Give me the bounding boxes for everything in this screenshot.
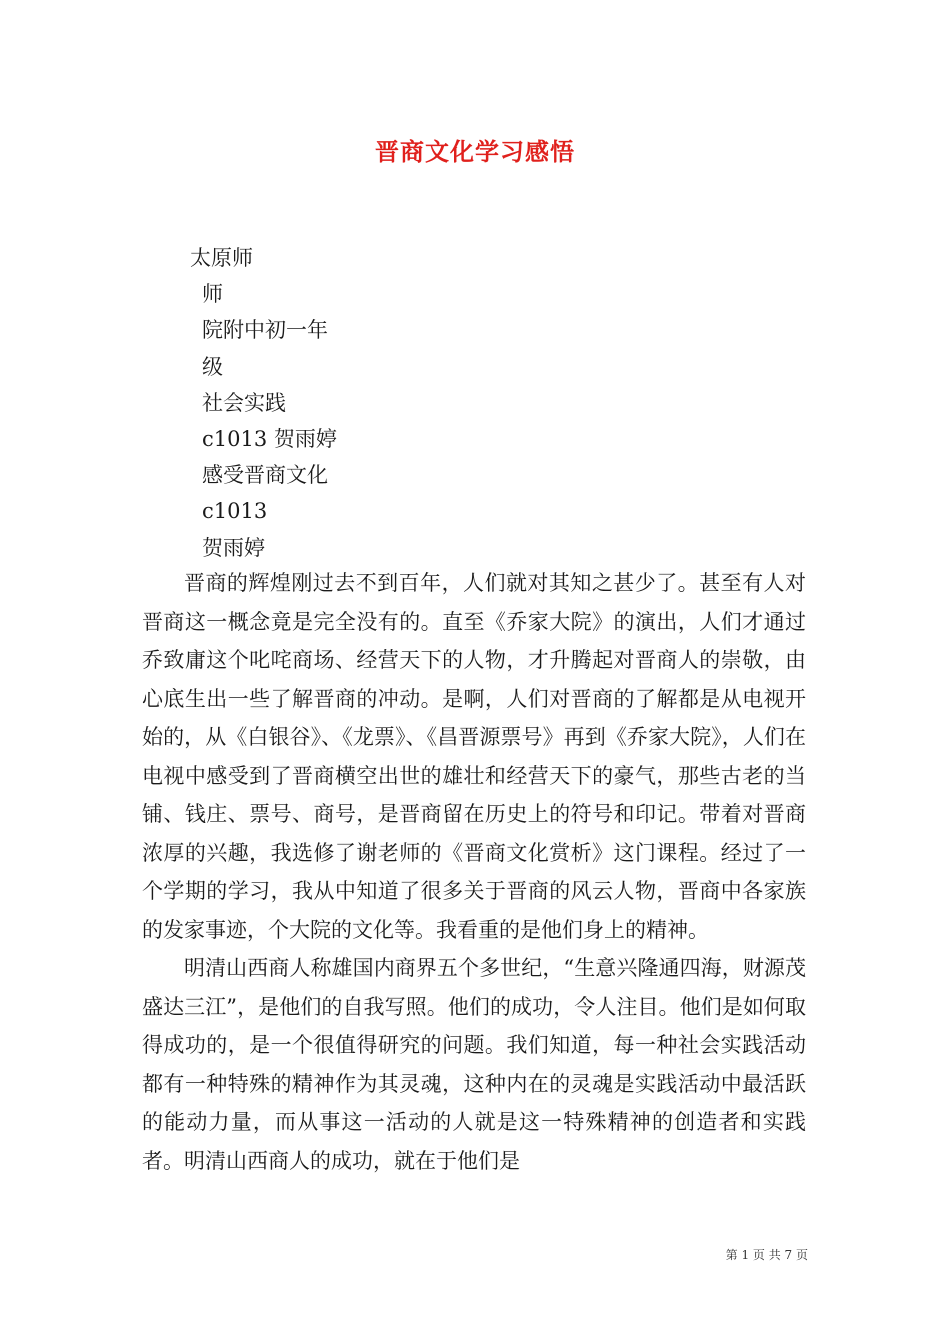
header-line: 师 bbox=[202, 282, 223, 307]
header-line: 贺雨婷 bbox=[202, 535, 265, 560]
header-line: c1013 贺雨婷 bbox=[202, 427, 337, 452]
header-line: 感受晋商文化 bbox=[202, 463, 328, 488]
body-text bbox=[142, 564, 806, 1180]
page-footer: 第 1 页 共 7 页 bbox=[725, 1248, 808, 1262]
paragraph: 晋商的辉煌刚过去不到百年，人们就对其知之甚少了。甚至有人对晋商这一概念竟是完全没有的。直至《乔家大院》的演出，人们才通过乔致庸这个叱咤商场、经营天下的人物，才升腾起对晋商人的崇敬，由心底生出一些了解晋商的冲动。是啊，人们对晋商的了解都是从电视开始的，从《白银谷》、《龙票》、《昌晋源票号》再到《乔家大院》，人们在电视中感受到了晋商横空出世的雄壮和经营天下的豪气，那些古老的当铺、钱庄、票号、商号，是晋商留在历史上的符号和印记。带着对晋商浓厚的兴趣，我选修了谢老师的《晋商文化赏析》这门课程。经过了一个学期的学习，我从中知道了很多关于晋商的风云人物，晋商中各家族的发家事迹，个大院的文化等。我看重的是他们身上的精神。 bbox=[142, 571, 806, 942]
header-line: 级 bbox=[202, 354, 223, 379]
header-line: c1013 bbox=[202, 499, 268, 524]
header-line: 院附中初一年 bbox=[202, 318, 328, 343]
header-line: 太原师 bbox=[190, 246, 253, 270]
header-line: 社会实践 bbox=[202, 390, 286, 415]
header-block bbox=[190, 240, 337, 566]
paragraph: 明清山西商人称雄国内商界五个多世纪，“生意兴隆通四海，财源茂盛达三江”，是他们的自我写照。他们的成功，令人注目。他们是如何取得成功的，是一个很值得研究的问题。我们知道，每一种社会实践活动都有一种特殊的精神作为其灵魂，这种内在的灵魂是实践活动中最活跃的能动力量，而从事这一活动的人就是这一特殊精神的创造者和实践者。明清山西商人的成功，就在于他们是 bbox=[142, 956, 806, 1173]
document-title: 晋商文化学习感悟 bbox=[375, 137, 575, 166]
